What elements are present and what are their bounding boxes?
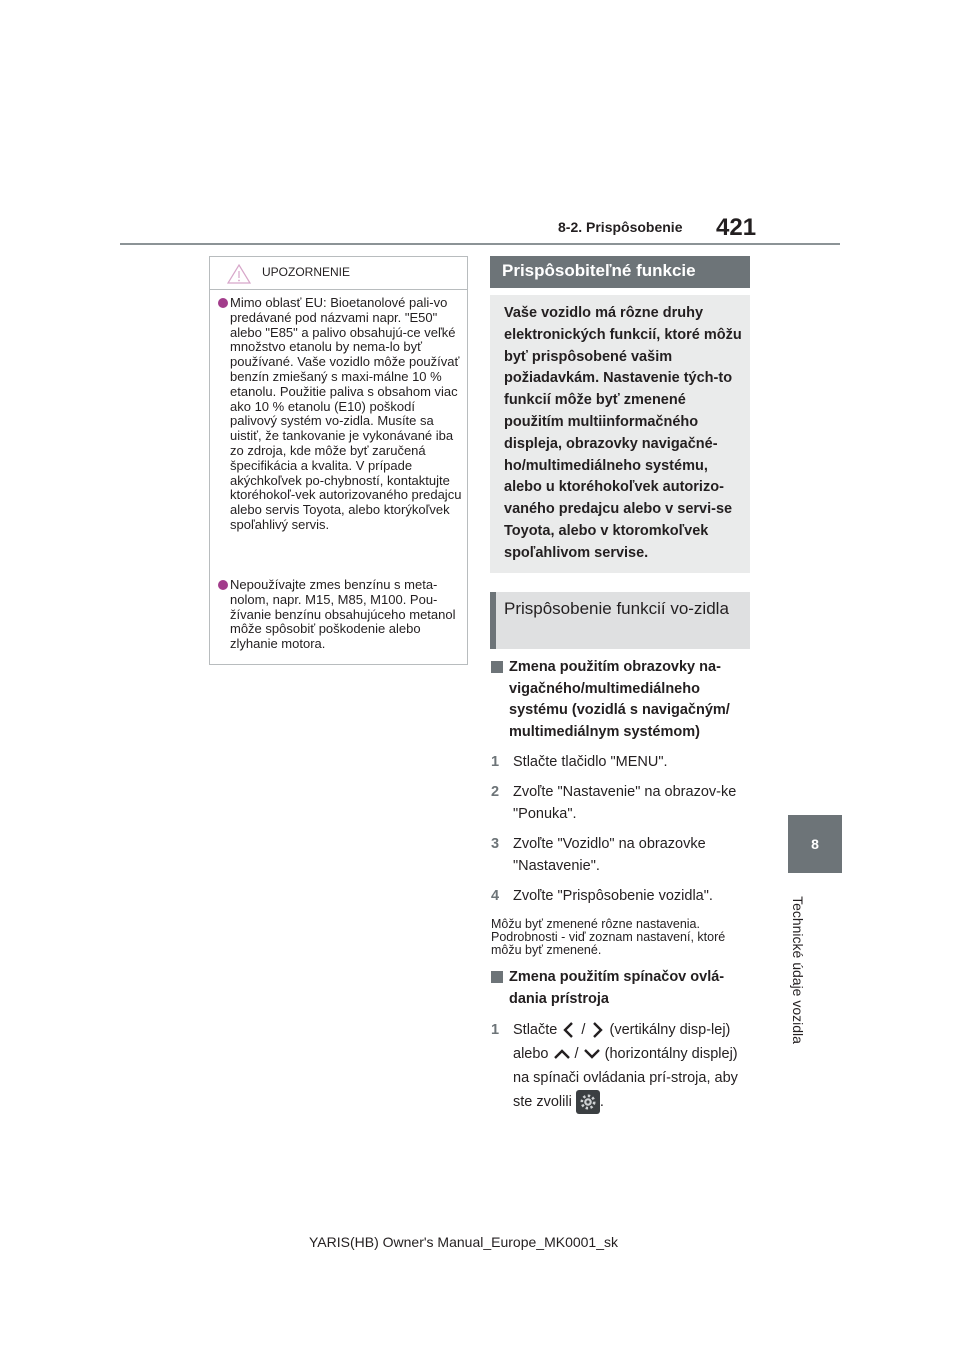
header-rule bbox=[120, 243, 840, 245]
warning-icon bbox=[226, 263, 252, 285]
step-text-part: (vertikálny disp-lej) alebo bbox=[513, 1022, 731, 1062]
step-number: 1 bbox=[491, 1022, 500, 1038]
caution-text: Mimo oblasť EU: Bioetanolové pali-vo predávané pod názvami napr. "E50" alebo "E85" a palivo obsahujú-ce veľké množstvo etanolu by nema-lo byť používané. Vaše vozidlo môže používať benzín zmiešaný s maxi-málne 10 % etanolu. Použitie paliva s obsahom viac ako 10 % etanolu (E10) poškodí palivový systém vo-zidla. Musíte sa uistiť, že tankovanie je vykonávané iba zo zdroja, kde môže byť zaručená špecifikácia a kvalita. V prípade akýchkoľvek po-chybností, kontaktujte ktoréhokoľ-vek autorizovaného predajcu alebo servis Toyota, alebo ktorýkoľvek spoľahlivý servis. bbox=[230, 295, 462, 532]
caution-title: UPOZORNENIE bbox=[262, 265, 351, 279]
separator: / bbox=[574, 1046, 579, 1062]
caution-item bbox=[218, 296, 464, 533]
chapter-title bbox=[787, 882, 809, 1057]
features-intro: Vaše vozidlo má rôzne druhy elektronických funkcií, ktoré môžu byť prispôsobené vašim požiadavkám. Nastavenie tých-to funkcií môže byť zmenené použitím multiinformačného displeja, obrazovky navigačné-ho/multimediálneho systému, alebo u ktoréhokoľvek autorizo-vaného predajcu alebo v servi-se Toyota, alebo v ktoromkoľvek spoľahlivom servise. bbox=[504, 305, 742, 561]
features-intro-box bbox=[490, 295, 750, 573]
step-item bbox=[491, 751, 753, 773]
step-number: 2 bbox=[491, 784, 500, 800]
switch-section-heading bbox=[491, 967, 753, 1010]
page-number: 421 bbox=[716, 214, 757, 241]
step-number: 3 bbox=[491, 836, 500, 852]
features-heading-text: Prispôsobiteľné funkcie bbox=[502, 261, 696, 280]
step-number: 1 bbox=[491, 754, 500, 770]
step-item bbox=[491, 833, 753, 877]
step-item bbox=[491, 1018, 753, 1114]
nav-section-heading-text: Zmena použitím obrazovky na-vigačného/multimediálneho systému (vozidlá s navigačným/ multimediálnym systémom) bbox=[509, 659, 730, 740]
step-text-part: (horizontálny displej) na spínači ovládania prí-stroja, aby ste zvolili bbox=[513, 1046, 738, 1110]
step-item bbox=[491, 885, 753, 907]
caution-header bbox=[210, 257, 467, 290]
footer-text: YARIS(HB) Owner's Manual_Europe_MK0001_sk bbox=[309, 1234, 618, 1250]
chevron-down-icon bbox=[583, 1047, 601, 1061]
switch-section-heading-text: Zmena použitím spínačov ovlá-dania prístroja bbox=[509, 969, 725, 1007]
chapter-title-text: Technické údaje vozidla bbox=[790, 895, 806, 1044]
chapter-number-tab: 8 bbox=[788, 815, 842, 873]
subheading bbox=[490, 592, 750, 649]
gear-icon bbox=[576, 1090, 600, 1114]
step-text: Stlačte tlačidlo "MENU". bbox=[513, 754, 668, 770]
chevron-right-icon bbox=[589, 1021, 605, 1039]
separator: / bbox=[581, 1022, 586, 1038]
bullet-icon bbox=[218, 580, 228, 590]
step-text: Zvoľte "Nastavenie" na obrazov-ke "Ponuka". bbox=[513, 784, 737, 822]
step-text-end: . bbox=[599, 1094, 604, 1110]
subheading-text: Prispôsobenie funkcií vo-zidla bbox=[504, 599, 729, 618]
bullet-icon bbox=[218, 298, 228, 308]
caution-item bbox=[218, 578, 464, 652]
nav-section bbox=[491, 657, 753, 1114]
subheading-bar bbox=[490, 592, 496, 649]
step-number: 4 bbox=[491, 888, 500, 904]
nav-section-heading bbox=[491, 657, 753, 743]
caution-box bbox=[209, 256, 468, 665]
step-item bbox=[491, 781, 753, 825]
chevron-up-icon bbox=[553, 1047, 571, 1061]
features-heading bbox=[490, 256, 750, 288]
square-bullet-icon bbox=[491, 661, 503, 673]
square-bullet-icon bbox=[491, 971, 503, 983]
caution-text: Nepoužívajte zmes benzínu s meta-nolom, napr. M15, M85, M100. Pou-žívanie benzínu obsahujúceho metanol môže spôsobiť poškodenie alebo zlyhanie motora. bbox=[230, 577, 456, 652]
step-text: Zvoľte "Vozidlo" na obrazovke "Nastavenie". bbox=[513, 836, 706, 874]
note-text: Môžu byť zmenené rôzne nastavenia. Podrobnosti - viď zoznam nastavení, ktoré môžu byť zmenené. bbox=[491, 917, 726, 957]
section-label: 8-2. Prispôsobenie bbox=[558, 219, 683, 235]
chevron-left-icon bbox=[561, 1021, 577, 1039]
step-text: Zvoľte "Prispôsobenie vozidla". bbox=[513, 888, 713, 904]
step-text-part: Stlačte bbox=[513, 1022, 558, 1038]
